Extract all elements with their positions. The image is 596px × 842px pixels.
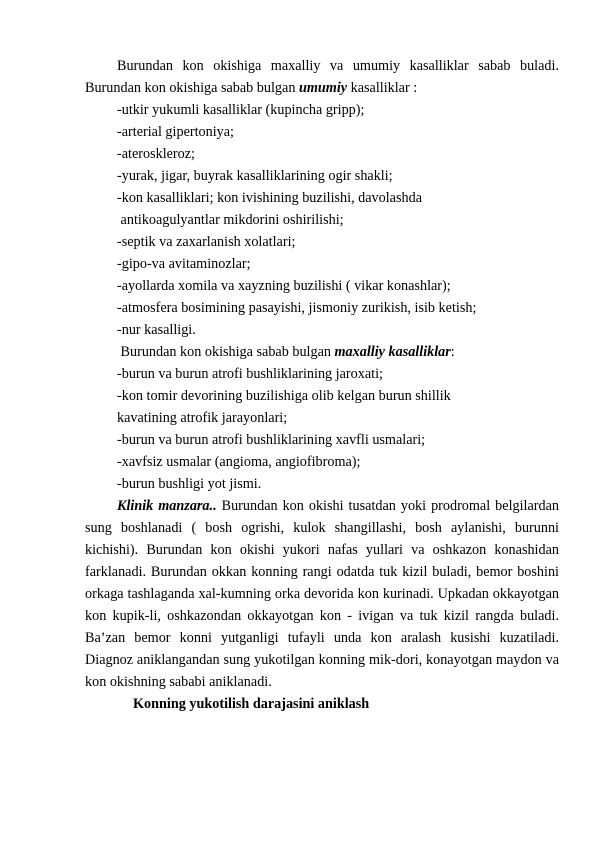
intro-paragraph-line-1: [85, 58, 559, 74]
local-causes-heading: [117, 344, 455, 360]
list-item: kavatining atrofik jarayonlari;: [117, 410, 288, 426]
list-item: -kon kasalliklari; kon ivishining buzilishi, davolashda: [117, 190, 422, 206]
list-item: -yurak, jigar, buyrak kasalliklarining ogir shakli;: [117, 168, 393, 184]
paragraph-line: kon kupik-li, oshkazondan okkayotgan kon - ivigan va tuk kizil rangda buladi.: [85, 608, 559, 624]
list-item: -burun va burun atrofi bushliklarining xavfli usmalari;: [117, 432, 426, 448]
paragraph-line: orkaga tashlaganda xal-kumning orka devorida kon kurinadi. Upkadan okkayotgan: [85, 586, 559, 602]
list-item: -utkir yukumli kasalliklar (kupincha gripp);: [117, 102, 365, 118]
emphasis-general: umumiy: [298, 80, 348, 96]
intro-paragraph-line-2: [85, 80, 417, 96]
paragraph-line: Diagnoz aniklangandan sung yukotilgan konning mik-dori, konayotgan maydon va: [85, 652, 559, 668]
section-heading: Konning yukotilish darajasini aniklash: [133, 696, 370, 712]
list-item: -nur kasalligi.: [117, 322, 196, 338]
list-item: -xavfsiz usmalar (angioma, angiofibroma);: [117, 454, 361, 470]
paragraph-line: farklanadi. Burundan okkan konning rangi odatda tuk kizil buladi, bemor boshini: [85, 564, 559, 580]
intro-text: Burundan kon okishiga maxalliy va umumiy kasalliklar sabab buladi.: [117, 58, 559, 74]
paragraph-line: kon okishning sababi aniklanadi.: [85, 674, 272, 690]
local-heading-suffix: :: [450, 344, 455, 360]
list-item: -burun va burun atrofi bushliklarining jaroxati;: [117, 366, 383, 382]
list-item: -ateroskleroz;: [117, 146, 195, 162]
intro-line2-suffix: kasalliklar :: [347, 80, 418, 96]
clinical-text: Burundan kon okishi tusatdan yoki prodromal belgilardan: [216, 498, 559, 514]
local-heading-text: Burundan kon okishiga sabab bulgan: [117, 344, 335, 360]
list-item: -kon tomir devorining buzilishiga olib kelgan burun shillik: [117, 388, 451, 404]
paragraph-line: sung boshlanadi ( bosh ogrishi, kulok shangillashi, bosh aylanishi, burunni: [85, 520, 559, 536]
clinical-paragraph-line-1: [85, 498, 559, 514]
list-item: -atmosfera bosimining pasayishi, jismoniy zurikish, isib ketish;: [117, 300, 477, 316]
list-item: -ayollarda xomila va xayzning buzilishi ( vikar konashlar);: [117, 278, 451, 294]
intro-line2-text: Burundan kon okishiga sabab bulgan: [85, 80, 299, 96]
list-item: -septik va zaxarlanish xolatlari;: [117, 234, 296, 250]
paragraph-line: kichishi). Burundan kon okishi yukori nafas yullari va oshkazon konashidan: [85, 542, 559, 558]
list-item: -gipo-va avitaminozlar;: [117, 256, 251, 272]
list-item: -arterial gipertoniya;: [117, 124, 234, 140]
clinical-title: Klinik manzara..: [117, 498, 217, 514]
emphasis-local: maxalliy kasalliklar: [334, 344, 451, 360]
paragraph-line: Ba’zan bemor konni yutganligi tufayli unda kon aralash kusishi kuzatiladi.: [85, 630, 559, 646]
list-item: antikoagulyantlar mikdorini oshirilishi;: [117, 212, 344, 228]
list-item: -burun bushligi yot jismi.: [117, 476, 262, 492]
